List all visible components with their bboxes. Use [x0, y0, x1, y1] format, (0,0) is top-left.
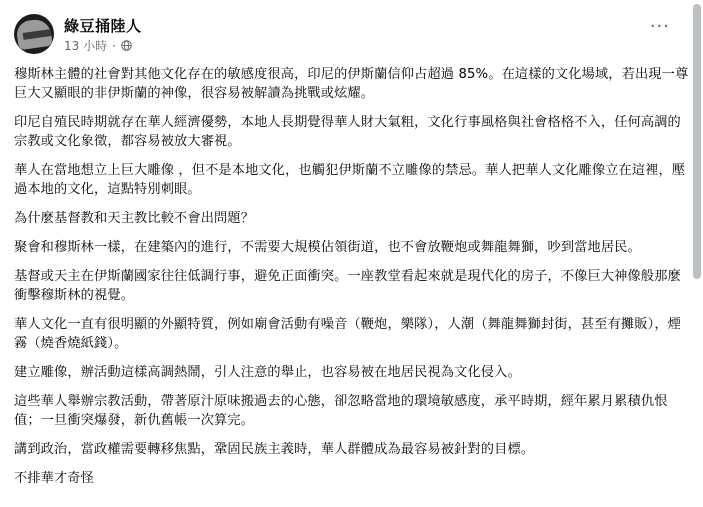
post-paragraph: 建立雕像，辦活動這樣高調熱鬧，引人注意的舉止，也容易被在地居民視為文化侵入。	[14, 365, 521, 380]
post-paragraph: 為什麼基督教和天主教比較不會出問題？	[14, 211, 255, 226]
author-name[interactable]: 綠豆捅陸人	[64, 17, 142, 35]
post-paragraph: 穆斯林主體的社會對其他文化存在的敏感度很高，印尼的伊斯蘭信仰占超過 85%。在這樣的文化場域，若出現一尊巨大又顯眼的非伊斯蘭的神像，很容易被解讀為挑戰或炫耀。	[14, 67, 689, 101]
post-paragraph: 華人文化一直有很明顯的外顯特質，例如廟會活動有噪音（鞭炮，樂隊），人潮（舞龍舞獅封街，甚至有攤販），煙霧（燒香燒紙錢）。	[14, 317, 682, 351]
post-paragraph: 不排華才奇怪	[14, 471, 95, 486]
post-header	[14, 14, 674, 56]
more-options-icon[interactable]: ···	[649, 16, 670, 37]
post-paragraph: 基督或天主在伊斯蘭國家往往低調行事，避免正面衝突。一座教堂看起來就是現代化的房子，不像巨大神像般那麼衝擊穆斯林的視覺。	[14, 269, 681, 303]
post-body	[14, 65, 690, 498]
post-paragraph: 聚會和穆斯林一樣，在建築內的進行，不需要大規模佔領街道，也不會放鞭炮或舞龍舞獅，吵到當地居民。	[14, 240, 641, 255]
post-paragraph: 印尼自殖民時期就存在華人經濟優勢，本地人長期覺得華人財大氣粗，文化行事風格與社會格格不入，任何高調的宗教或文化象徵，都容易被放大審視。	[14, 115, 681, 149]
post-paragraph: 講到政治，當政權需要轉移焦點，鞏固民族主義時，華人群體成為最容易被針對的目標。	[14, 442, 535, 457]
post-meta	[64, 37, 132, 54]
scrollbar[interactable]	[693, 4, 701, 279]
post-paragraph: 這些華人舉辦宗教活動，帶著原汁原味搬過去的心態，卻忽略當地的環境敏感度，承平時期，經年累月累積仇恨值；一旦衝突爆發，新仇舊帳一次算完。	[14, 394, 668, 428]
meta-separator: ·	[112, 38, 116, 53]
post-timestamp[interactable]: 13 小時	[64, 39, 108, 53]
globe-icon[interactable]	[121, 40, 132, 51]
avatar[interactable]	[14, 14, 54, 54]
post-paragraph: 華人在當地想立上巨大雕像 ，但不是本地文化，也觸犯伊斯蘭不立雕像的禁忌。華人把華人文化雕像立在這裡，壓過本地的文化，這點特別刺眼。	[14, 163, 686, 197]
